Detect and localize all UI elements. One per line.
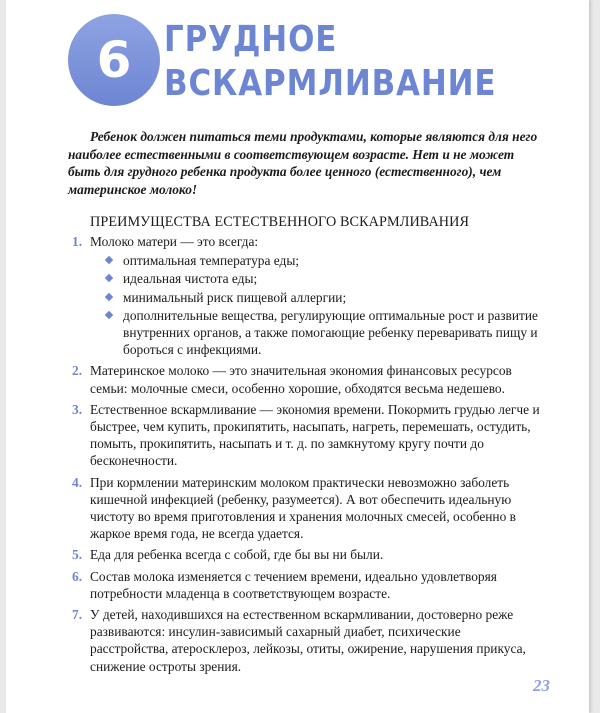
diamond-bullet-icon (105, 292, 113, 300)
item-text: Материнское молоко — это значительная экономия финансовых ресурсов семьи: молочные смеси, особенно хорошие, обходятся весьма недешево. (90, 363, 512, 396)
chapter-number-badge (68, 14, 160, 106)
list-item (72, 401, 542, 470)
sub-list-item (123, 270, 542, 287)
list-item (72, 362, 542, 396)
section-heading: ПРЕИМУЩЕСТВА ЕСТЕСТВЕННОГО ВСКАРМЛИВАНИЯ (90, 214, 470, 230)
item-text: Молоко матери — это всегда: (90, 234, 259, 249)
list-item (72, 474, 542, 543)
item-number: 1. (72, 234, 83, 249)
chapter-title-line-2: ВСКАРМЛИВАНИЕ (164, 63, 497, 104)
advantages-list (72, 233, 542, 679)
item-number: 2. (72, 363, 83, 379)
chapter-title (164, 18, 496, 106)
item-number: 5. (72, 547, 83, 563)
list-item (72, 606, 542, 675)
sub-list-item (123, 289, 542, 306)
list-item (72, 568, 542, 602)
item-number: 4. (72, 474, 83, 490)
sub-item-text: дополнительные вещества, регулирующие оптимальные рост и развитие внутренних органов, а также помогающие ребенку переваривать пищу и бороться с инфекциями. (123, 307, 538, 358)
item-text: Естественное вскармливание — экономия времени. Покормить грудью легче и быстрее, чем купить, прокипятить, насыпать, нагреть, перемешать, остудить, помыть, прокипятить, насыпать и т. д. по замкнутому кругу почти до бесконечности. (90, 401, 540, 469)
sub-list (90, 252, 542, 358)
sub-list-item (123, 252, 542, 269)
sub-item-text: оптимальная температура еды; (123, 253, 300, 269)
list-item (72, 546, 542, 563)
item-number: 7. (72, 607, 83, 623)
diamond-bullet-icon (105, 256, 113, 264)
sub-list-item (123, 307, 542, 359)
item-text: Еда для ребенка всегда с собой, где бы вы ни были. (90, 547, 384, 563)
item-number: 6. (72, 568, 83, 584)
item-text: Состав молока изменяется с течением времени, идеально удовлетворяя потребности младенца в соответствующем возрасте. (90, 568, 497, 601)
list-item (72, 233, 542, 358)
diamond-bullet-icon (105, 311, 113, 319)
item-text: У детей, находившихся на естественном вскармливании, достоверно реже развиваются: инсулин-зависимый сахарный диабет, психические расстройства, атеросклероз, лейкозы, отиты, ожирение, нарушения прикуса, снижение остроты зрения. (90, 607, 526, 674)
intro-paragraph (68, 128, 538, 198)
chapter-title-line-1: ГРУДНОЕ (164, 19, 338, 60)
book-page (6, 0, 589, 713)
item-number: 3. (72, 401, 83, 417)
item-text: При кормлении материнским молоком практически невозможно заболеть кишечной инфекцией (ребенку, разумеется). А вот обеспечить идеальную чистоту во время приготовления и хранения молочных смесей, особенно в жаркое время года, не всегда удается. (90, 474, 516, 542)
diamond-bullet-icon (105, 274, 113, 282)
sub-item-text: идеальная чистота еды; (123, 271, 258, 287)
intro-text: Ребенок должен питаться теми продуктами, которые являются для него наиболее естественными в соответствующем возрасте. Нет и не может быть для грудного ребенка продукта более ценного (естественного), чем материнское молоко! (68, 129, 538, 197)
chapter-number: 6 (96, 31, 132, 89)
page-number: 23 (533, 676, 550, 695)
sub-item-text: минимальный риск пищевой аллергии; (123, 289, 347, 305)
